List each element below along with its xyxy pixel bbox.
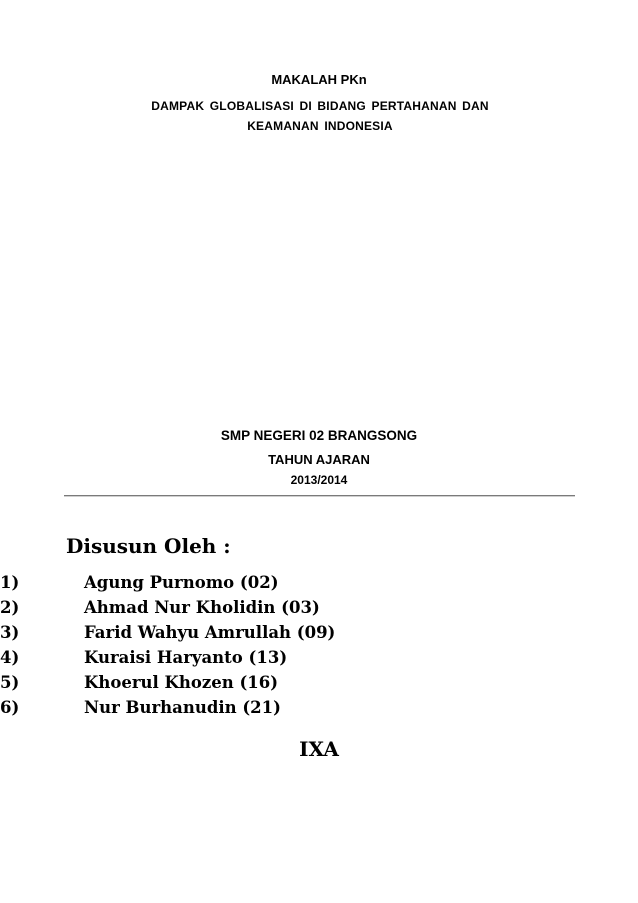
list-item-number: 2) (0, 598, 20, 617)
list-item-name: Kuraisi Haryanto (13) (84, 648, 288, 667)
subtitle-line-2: KEAMANAN INDONESIA (247, 119, 393, 133)
list-item-number: 6) (0, 698, 20, 717)
school-name: SMP NEGERI 02 BRANGSONG (220, 428, 418, 443)
list-item-number: 4) (0, 648, 20, 667)
academic-year-label: TAHUN AJARAN (268, 452, 370, 467)
list-item-number: 1) (0, 573, 20, 592)
document-subtitle (80, 96, 560, 136)
list-item-number: 3) (0, 623, 20, 642)
authors-heading: Disusun Oleh : (66, 534, 231, 558)
list-item-name: Ahmad Nur Kholidin (03) (84, 598, 320, 617)
list-item-number: 5) (0, 673, 20, 692)
list-item-name: Nur Burhanudin (21) (84, 698, 281, 717)
list-item-name: Khoerul Khozen (16) (84, 673, 279, 692)
horizontal-divider (64, 495, 575, 497)
subtitle-line-1: DAMPAK GLOBALISASI DI BIDANG PERTAHANAN DAN (151, 99, 489, 113)
list-item-name: Agung Purnomo (02) (84, 573, 279, 592)
document-title: MAKALAH PKn (271, 72, 367, 87)
class-name: IXA (299, 737, 339, 761)
list-item-name: Farid Wahyu Amrullah (09) (84, 623, 336, 642)
academic-year: 2013/2014 (290, 473, 348, 487)
